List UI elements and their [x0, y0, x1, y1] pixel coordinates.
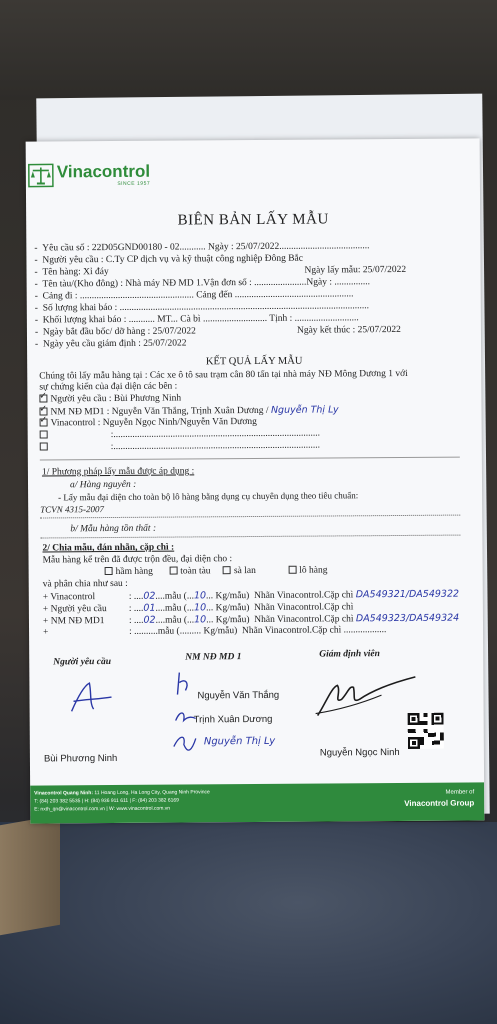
sig-col2-name-3: Nguyễn Thị Ly: [203, 735, 276, 748]
split-row: + Người yêu cầu : ....01....mẫu (...10... Kg/mẫu) Nhãn Vinacontrol.Cặp chì: [42, 602, 354, 615]
signature-requester: [65, 679, 115, 719]
vinacontrol-logo: [28, 163, 150, 188]
handwritten-name: Nguyễn Thị Ly: [270, 404, 339, 416]
party-plant: ✓NM NĐ MD1 : Nguyễn Văn Thắng, Trịnh Xuân Dương / Nguyễn Thị Ly: [39, 404, 338, 418]
split-row: + NM NĐ MD1 : ....02....mẫu (...10... Kg/mẫu) Nhãn Vinacontrol.Cặp chì DA549323/DA549324: [42, 612, 460, 627]
info-request-number: - Yêu cầu số : 22D05GND00180 - 02........... Ngày : 25/07/2022......................................: [34, 241, 370, 254]
footer-group: Vinacontrol Group: [404, 798, 475, 808]
split-options: hầm hàng toàn tàu sà lan lô hàng: [105, 565, 328, 578]
party-requester: ✓Người yêu cầu : Bùi Phương Ninh: [39, 394, 181, 406]
party-blank-2: :.......................................................................................: [40, 441, 320, 454]
info-end-date: Ngày kết thúc : 25/07/2022: [296, 324, 401, 336]
split-row: + : ..........mẫu (......... Kg/mẫu) Nhãn Vinacontrol.Cặp chì ..................: [43, 625, 387, 638]
info-vessel: - Tên tàu/(Kho đông) : Nhà máy NĐ MD 1.Vận đơn số : ......................Ngày : ...............: [34, 277, 371, 290]
sig-col1-title: Người yêu cầu: [53, 657, 112, 668]
checkbox: [169, 567, 177, 575]
info-weight: - Khối lượng khai báo : ........... MT... Cà bì ........................... Tịnh : ...........................: [34, 313, 359, 326]
split-intro: Mẫu hàng kể trên đã được trộn đều, đại diện cho :: [42, 554, 233, 566]
dotted-line: [40, 515, 460, 519]
wood-chair: [0, 815, 60, 936]
logo-wordmark: Vinacontrol: [56, 161, 151, 182]
logo-since: SINCE 1957: [117, 180, 151, 187]
split-intro-2: và phân chia như sau :: [42, 578, 128, 590]
document-title: BIÊN BẢN LẤY MẪU: [177, 211, 329, 229]
result-title: KẾT QUẢ LẤY MẪU: [205, 355, 303, 368]
scale-icon: [28, 163, 54, 187]
checkbox: [40, 442, 48, 450]
party-blank-1: :.......................................................................................: [40, 429, 320, 442]
info-sampling-date: Ngày lấy mẫu: 25/07/2022: [304, 264, 407, 276]
sig-col3-title: Giám định viên: [319, 649, 380, 660]
split-heading: 2/ Chia mẫu, đán nhãn, cặp chì :: [42, 542, 175, 554]
result-intro-2: sự chứng kiến của đại diện các bên :: [39, 381, 178, 393]
divider: [40, 457, 460, 461]
checkbox: [40, 418, 48, 426]
info-requester: - Người yêu cầu : C.Ty CP dịch vụ và kỹ thuật công nghiệp Đông Bắc: [34, 253, 304, 266]
qr-code: [408, 713, 444, 749]
signature-plant-1: [169, 668, 199, 698]
checkbox: [39, 394, 47, 402]
sig-col2-name-2: Trịnh Xuân Dương: [193, 713, 273, 726]
signature-inspector: [311, 673, 421, 724]
checkbox: [105, 567, 113, 575]
method-heading: 1/ Phương pháp lấy mẫu được áp dụng :: [41, 466, 195, 478]
party-vinacontrol: ✓Vinacontrol : Nguyễn Ngọc Ninh/Nguyễn Văn Dương: [40, 417, 257, 430]
footer-member: Member of: [445, 789, 475, 796]
method-b: b/ Mẫu hàng tồn thất :: [70, 523, 157, 535]
sig-col3-name: Nguyễn Ngọc Ninh: [319, 746, 400, 759]
method-a-text: - Lấy mẫu đại diện cho toàn bộ lô hàng bằng dụng cụ chuyên dụng theo tiêu chuẩn:: [58, 490, 359, 503]
split-row: + Vinacontrol : ....02....mẫu (...10... Kg/mẫu) Nhãn Vinacontrol.Cặp chì DA549321/DA549322: [42, 588, 460, 603]
method-a: a/ Hàng nguyên :: [69, 479, 137, 491]
sig-col2-title: NM NĐ MD 1: [185, 652, 242, 663]
table-surface: [0, 0, 497, 100]
footer-contact: Vinacontrol Quang Ninh: 11 Hoang Long, Ha Long City, Quang Ninh Province T: (84) 203 382 5535 | H: (84) 936 911 611 | F: (84) 203 382 6169 E: nxth_qn@vinacontrol.com.vn | W: www.vinacontrol.com.vn: [34, 789, 210, 813]
info-start-date: - Ngày bắt đầu bốc/ dỡ hàng : 25/07/2022: [34, 326, 196, 338]
info-goods: - Tên hàng: Xỉ đáy: [34, 267, 109, 278]
document-footer: [30, 782, 484, 823]
sig-col1-name: Bùi Phương Ninh: [43, 752, 118, 765]
signature-plant-3: [172, 730, 200, 756]
info-inspection-date: - Ngày yêu cầu giám định : 25/07/2022: [35, 338, 187, 350]
document-page: [26, 138, 485, 823]
checkbox: [223, 566, 231, 574]
checkbox: [288, 566, 296, 574]
method-standard: TCVN 4315-2007: [40, 504, 104, 515]
info-quantity: - Số lượng khai báo : .........................................................................................................: [34, 301, 370, 314]
jeans-background: [0, 822, 497, 1024]
result-intro-1: Chúng tôi lấy mẫu hàng tại : Các xe ô tô sau trạm cân 80 tấn tại nhà máy NĐ Mông Dương 1 với: [39, 368, 408, 382]
checkbox: [40, 430, 48, 438]
sig-col2-name-1: Nguyễn Văn Thắng: [197, 689, 280, 702]
dotted-line: [40, 535, 460, 539]
info-ports: - Cảng đi : ................................................ Cảng đến ..................................................: [34, 289, 354, 302]
